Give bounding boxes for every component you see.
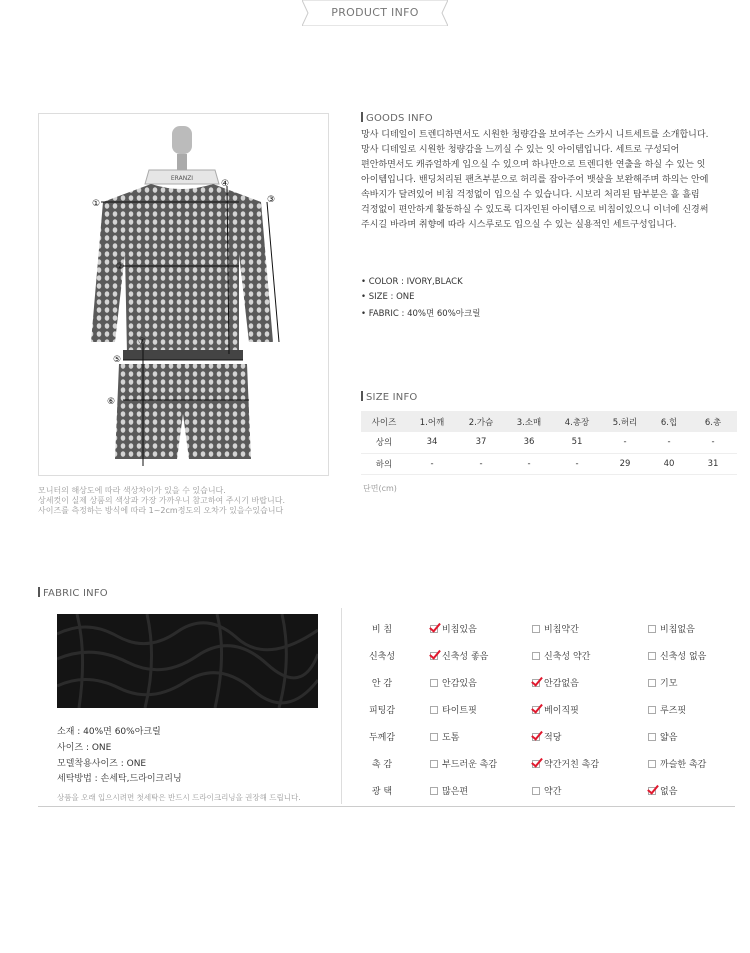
option-label: 루즈핏 [660,706,687,716]
table-row [361,453,737,474]
fabric-detail-model-size: 모델착용사이즈 : ONE [57,759,147,769]
option-label: 타이트핏 [442,706,477,716]
fabric-detail-washing: 세탁방법 : 손세탁,드라이크리닝 [57,774,182,784]
mannequin-illustration [39,114,328,475]
fabric-info-title: FABRIC INFO [38,587,108,599]
option-label: 신축성 약간 [544,652,591,662]
option-label: 비침약간 [544,625,579,635]
checkbox[interactable] [648,706,656,714]
size-cell: 29 [601,453,649,474]
attribute-row-see-through [362,622,742,635]
size-cell: - [649,432,689,453]
size-header-cell: 1.어깨 [407,411,457,432]
attribute-label: 피팅감 [368,706,396,716]
option-thickness-medium[interactable] [532,730,561,743]
checkbox[interactable] [430,625,438,633]
fabric-swatch-image [57,614,318,708]
size-cell: - [553,453,601,474]
size-cell: 상의 [361,432,407,453]
checkbox[interactable] [532,625,540,633]
size-cell: 40 [649,453,689,474]
size-cell: 31 [689,453,737,474]
option-stretch-none[interactable] [648,649,706,662]
option-label: 약간거친 촉감 [544,760,600,770]
image-note: 사이즈를 측정하는 방식에 따라 1~2cm정도의 오차가 있을수있습니다 [38,506,284,515]
option-fit-tight[interactable] [430,703,477,716]
checkbox[interactable] [648,760,656,768]
size-cell: 하의 [361,453,407,474]
option-see-through-yes[interactable] [430,622,477,635]
checkbox[interactable] [430,787,438,795]
size-cell: - [407,453,457,474]
size-cell: - [601,432,649,453]
marker-5: ⑤ [113,355,122,365]
product-image [38,113,329,476]
marker-6: ⑥ [107,397,116,407]
fabric-divider [341,608,342,804]
option-label: 적당 [544,733,562,743]
size-table-header [361,411,737,432]
option-label: 비침없음 [660,625,695,635]
knit-shorts [115,364,251,459]
option-fit-basic[interactable] [532,703,579,716]
description-line: 망사 디테일이 트렌디하면서도 시원한 청량감을 보여주는 스카시 니트세트를 소개합니다. [361,130,709,140]
size-cell: 51 [553,432,601,453]
option-label: 많은편 [442,787,469,797]
brand-tag: ERANZI [170,175,194,182]
option-label: 신축성 좋음 [442,652,489,662]
checkbox[interactable] [648,652,656,660]
image-note: 상세컷이 실제 상품의 색상과 가장 가까우니 참고하여 주시기 바랍니다. [38,496,285,505]
option-thickness-thin[interactable] [648,730,677,743]
option-texture-soft[interactable] [430,757,497,770]
checkbox[interactable] [430,760,438,768]
marker-1: ① [92,199,101,209]
option-texture-scratchy[interactable] [648,757,706,770]
checkbox[interactable] [532,679,540,687]
option-label: 부드러운 촉감 [442,760,498,770]
option-texture-slightly-rough[interactable] [532,757,599,770]
description-line: 속바지가 달려있어 비침 걱정없이 입으실 수 있습니다. 시보리 처리된 탑부분은 흘 흘림 [361,190,700,200]
checkbox[interactable] [430,652,438,660]
option-see-through-none[interactable] [648,622,695,635]
checkbox[interactable] [648,787,656,795]
option-stretch-slight[interactable] [532,649,590,662]
attribute-row-gloss [362,784,742,797]
checkbox[interactable] [532,787,540,795]
size-header-cell: 5.허리 [601,411,649,432]
description-line: 망사 디테일로 시원한 청량감을 느끼실 수 있는 잇 아이템입니다. 세트로 구성되어 [361,145,680,155]
size-cell: 36 [505,432,553,453]
attribute-label: 촉 감 [371,760,393,770]
size-cell: - [505,453,553,474]
fabric-detail-material: 소재 : 40%면 60%아크릴 [57,727,161,737]
spec-color: • COLOR : IVORY,BLACK [361,277,463,287]
checkbox[interactable] [532,760,540,768]
option-label: 약간 [544,787,562,797]
option-stretch-good[interactable] [430,649,488,662]
size-cell: 37 [457,432,505,453]
description-line: 걱정없이 편안하게 활동하실 수 있도록 디자인된 아이템으로 비침이있으니 이너에 신경써 [361,205,709,215]
option-label: 안감없음 [544,679,579,689]
tab-label: PRODUCT INFO [331,6,419,19]
fabric-texture [57,614,318,708]
product-info-tab [302,0,448,26]
fabric-footnote: 상품을 오래 입으시려면 첫세탁은 반드시 드라이크리닝을 권장해 드립니다. [57,793,301,802]
marker-7: ⑦ [138,337,147,347]
option-label: 안감있음 [442,679,477,689]
option-fit-loose[interactable] [648,703,686,716]
marker-4: ④ [221,179,230,189]
size-unit-note: 단면(cm) [363,484,397,493]
attribute-row-fit [362,703,742,716]
size-table [361,411,737,475]
option-lining-yes[interactable] [430,676,477,689]
checkbox[interactable] [648,625,656,633]
option-label: 신축성 없음 [660,652,707,662]
option-label: 도톰 [442,733,460,743]
attribute-label: 신축성 [368,652,396,662]
option-label: 기모 [660,679,678,689]
size-header-cell: 사이즈 [361,411,407,432]
table-row [361,432,737,453]
option-see-through-slight[interactable] [532,622,579,635]
size-header-cell: 3.소매 [505,411,553,432]
attribute-label: 광 택 [371,787,393,797]
option-lining-fleece[interactable] [648,676,677,689]
attribute-row-texture [362,757,742,770]
size-header-cell: 6.총 [689,411,737,432]
image-note: 모니터의 해상도에 따라 색상차이가 있을 수 있습니다. [38,486,226,495]
checkbox[interactable] [648,733,656,741]
option-lining-no[interactable] [532,676,579,689]
description-line: 주시길 바라며 취향에 따라 시스루로도 입으실 수 있는 실용적인 세트구성입니다. [361,220,677,230]
attribute-label: 비 침 [371,625,393,635]
checkbox[interactable] [430,679,438,687]
size-header-cell: 4.총장 [553,411,601,432]
option-gloss-high[interactable] [430,784,468,797]
option-thickness-thick[interactable] [430,730,459,743]
attribute-row-stretch [362,649,742,662]
checkbox[interactable] [430,733,438,741]
option-label: 없음 [660,787,678,797]
description-line: 편안하면서도 캐쥬얼하게 입으실 수 있으며 하나만으로 트렌디한 연출을 하실 수 있는 잇 [361,160,706,170]
marker-3: ③ [267,195,276,205]
checkbox[interactable] [532,706,540,714]
option-gloss-slight[interactable] [532,784,561,797]
image-notes [38,486,285,516]
marker-2: ② [116,262,125,272]
size-cell: - [689,432,737,453]
bottom-divider [38,806,735,807]
size-header-cell: 6.힙 [649,411,689,432]
option-label: 얇음 [660,733,678,743]
goods-description [361,128,750,233]
checkbox[interactable] [430,706,438,714]
checkbox[interactable] [532,733,540,741]
size-info-title: SIZE INFO [361,391,418,403]
size-header-cell: 2.가슴 [457,411,505,432]
spec-size: • SIZE : ONE [361,292,415,302]
size-cell: - [457,453,505,474]
attribute-row-thickness [362,730,742,743]
checkbox[interactable] [532,652,540,660]
attribute-label: 두께감 [368,733,396,743]
description-line: 아이템입니다. 밴딩처리된 팬츠부분으로 허리를 잡아주어 뱃살을 보완해주며 하의는 안에 [361,175,709,185]
attribute-label: 안 감 [371,679,393,689]
attribute-row-lining [362,676,742,689]
goods-info-title: GOODS INFO [361,112,433,124]
size-cell: 34 [407,432,457,453]
checkbox[interactable] [648,679,656,687]
option-label: 베이직핏 [544,706,579,716]
spec-fabric: • FABRIC : 40%면 60%아크릴 [361,309,481,319]
mannequin-head [172,126,192,154]
option-gloss-none[interactable] [648,784,677,797]
option-label: 까슬한 촉감 [660,760,707,770]
fabric-detail-size: 사이즈 : ONE [57,743,112,753]
option-label: 비침있음 [442,625,477,635]
